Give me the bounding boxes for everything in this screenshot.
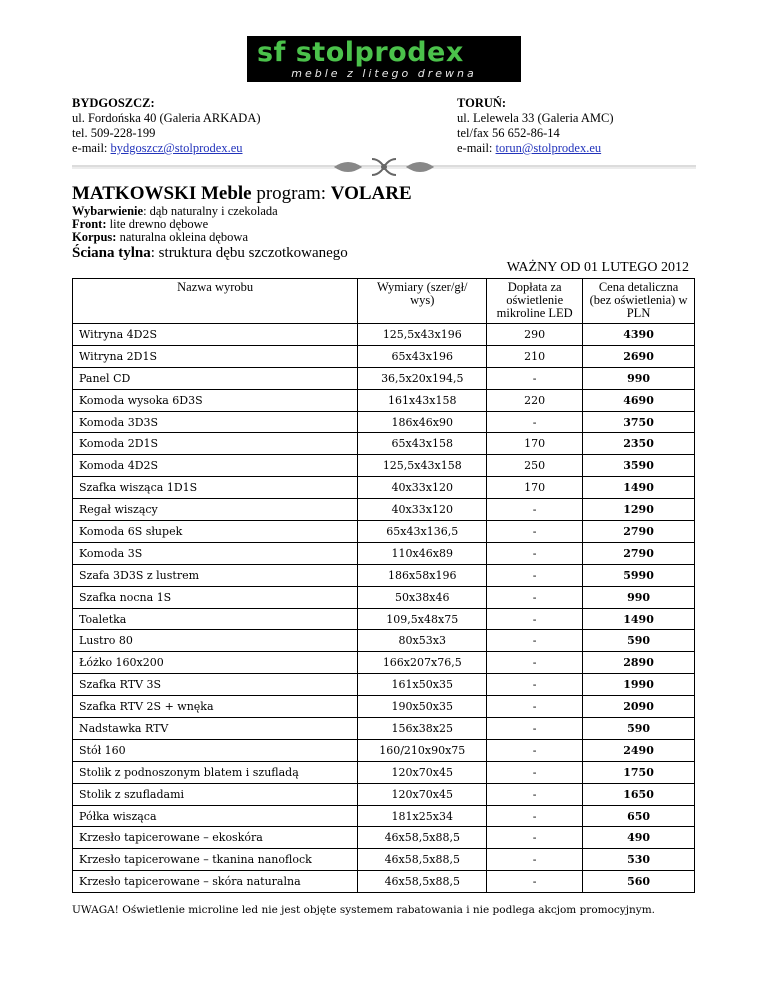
product-name: Komoda 4D2S — [73, 455, 358, 477]
product-dimensions: 120x70x45 — [358, 761, 487, 783]
product-name: Szafka RTV 2S + wnęka — [73, 696, 358, 718]
led-surcharge: - — [487, 608, 583, 630]
table-row — [73, 499, 695, 521]
column-header-price: Cena detaliczna (bez oświetlenia) w PLN — [583, 279, 695, 324]
column-header-led-surcharge: Dopłata za oświetlenie mikroline LED — [487, 279, 583, 324]
led-surcharge: 220 — [487, 389, 583, 411]
valid-from-date: WAŻNY OD 01 LUTEGO 2012 — [506, 260, 689, 275]
retail-price: 3750 — [583, 411, 695, 433]
retail-price: 4390 — [583, 324, 695, 346]
led-surcharge: - — [487, 630, 583, 652]
retail-price: 2090 — [583, 696, 695, 718]
led-surcharge: - — [487, 542, 583, 564]
table-row — [73, 718, 695, 740]
branch-bydgoszcz — [72, 96, 261, 156]
product-name: Nadstawka RTV — [73, 718, 358, 740]
product-name: Toaletka — [73, 608, 358, 630]
led-surcharge: - — [487, 805, 583, 827]
company-logo — [247, 36, 521, 82]
product-name: Panel CD — [73, 367, 358, 389]
price-table — [72, 278, 695, 893]
product-dimensions: 161x43x158 — [358, 389, 487, 411]
table-header-row — [73, 279, 695, 324]
led-surcharge: - — [487, 411, 583, 433]
table-row — [73, 586, 695, 608]
retail-price: 590 — [583, 718, 695, 740]
table-row — [73, 389, 695, 411]
product-name: Regał wiszący — [73, 499, 358, 521]
product-dimensions: 181x25x34 — [358, 805, 487, 827]
attribute-label: Korpus: — [72, 230, 117, 244]
attribute-label: Wybarwienie — [72, 204, 144, 218]
led-surcharge: 290 — [487, 324, 583, 346]
product-name: Lustro 80 — [73, 630, 358, 652]
retail-price: 3590 — [583, 455, 695, 477]
table-row — [73, 783, 695, 805]
column-header-dimensions: Wymiary (szer/gł/ wys) — [358, 279, 487, 324]
table-row — [73, 630, 695, 652]
product-dimensions: 120x70x45 — [358, 783, 487, 805]
product-dimensions: 166x207x76,5 — [358, 652, 487, 674]
product-dimensions: 40x33x120 — [358, 499, 487, 521]
product-name: Łóżko 160x200 — [73, 652, 358, 674]
attribute-row — [72, 244, 348, 262]
product-dimensions: 110x46x89 — [358, 542, 487, 564]
product-name: Szafka RTV 3S — [73, 674, 358, 696]
retail-price: 2790 — [583, 521, 695, 543]
table-row — [73, 477, 695, 499]
email-label: e-mail: — [72, 141, 111, 155]
led-surcharge: - — [487, 871, 583, 893]
attribute-value: naturalna okleina dębowa — [116, 230, 248, 244]
attribute-value: : dąb naturalny i czekolada — [143, 204, 278, 218]
product-dimensions: 125,5x43x196 — [358, 324, 487, 346]
retail-price: 1490 — [583, 608, 695, 630]
email-link-torun[interactable]: torun@stolprodex.eu — [495, 141, 602, 155]
ornament-divider — [72, 155, 696, 177]
product-dimensions: 40x33x120 — [358, 477, 487, 499]
product-name: Witryna 2D1S — [73, 345, 358, 367]
product-dimensions: 161x50x35 — [358, 674, 487, 696]
attribute-value: : struktura dębu szczotkowanego — [150, 245, 348, 261]
led-surcharge: - — [487, 564, 583, 586]
product-dimensions: 109,5x48x75 — [358, 608, 487, 630]
branch-torun — [457, 96, 614, 156]
title-brand: MATKOWSKI Meble — [72, 183, 252, 204]
product-attributes — [72, 205, 348, 262]
led-surcharge: 250 — [487, 455, 583, 477]
product-dimensions: 186x46x90 — [358, 411, 487, 433]
led-surcharge: - — [487, 739, 583, 761]
led-surcharge: - — [487, 652, 583, 674]
email-link-bydgoszcz[interactable]: bydgoszcz@stolprodex.eu — [110, 141, 243, 155]
table-row — [73, 871, 695, 893]
table-row — [73, 411, 695, 433]
product-dimensions: 125,5x43x158 — [358, 455, 487, 477]
table-row — [73, 433, 695, 455]
branch-address: ul. Lelewela 33 (Galeria AMC) — [457, 111, 614, 125]
table-row — [73, 367, 695, 389]
product-name: Stół 160 — [73, 739, 358, 761]
column-header-name: Nazwa wyrobu — [73, 279, 358, 324]
page-title — [72, 183, 412, 205]
retail-price: 1650 — [583, 783, 695, 805]
branch-address: ul. Fordońska 40 (Galeria ARKADA) — [72, 111, 261, 125]
product-dimensions: 160/210x90x75 — [358, 739, 487, 761]
retail-price: 990 — [583, 586, 695, 608]
product-name: Komoda 2D1S — [73, 433, 358, 455]
product-dimensions: 190x50x35 — [358, 696, 487, 718]
retail-price: 490 — [583, 827, 695, 849]
product-dimensions: 80x53x3 — [358, 630, 487, 652]
product-dimensions: 46x58,5x88,5 — [358, 827, 487, 849]
table-row — [73, 608, 695, 630]
product-dimensions: 46x58,5x88,5 — [358, 849, 487, 871]
retail-price: 650 — [583, 805, 695, 827]
product-name: Szafka wisząca 1D1S — [73, 477, 358, 499]
title-program-label: program: — [251, 183, 331, 204]
product-name: Półka wisząca — [73, 805, 358, 827]
led-surcharge: - — [487, 696, 583, 718]
attribute-value: lite drewno dębowe — [106, 217, 209, 231]
led-surcharge: - — [487, 521, 583, 543]
table-row — [73, 455, 695, 477]
retail-price: 1750 — [583, 761, 695, 783]
footnote: UWAGA! Oświetlenie microline led nie jest objęte systemem rabatowania i nie podlega akcjom promocyjnym. — [72, 904, 655, 916]
product-name: Stolik z podnoszonym blatem i szufladą — [73, 761, 358, 783]
retail-price: 2350 — [583, 433, 695, 455]
table-row — [73, 521, 695, 543]
branch-phone: tel/fax 56 652-86-14 — [457, 126, 560, 140]
product-dimensions: 46x58,5x88,5 — [358, 871, 487, 893]
retail-price: 590 — [583, 630, 695, 652]
product-dimensions: 65x43x196 — [358, 345, 487, 367]
retail-price: 1990 — [583, 674, 695, 696]
logo-tagline: meble z litego drewna — [291, 67, 477, 80]
retail-price: 1490 — [583, 477, 695, 499]
led-surcharge: 210 — [487, 345, 583, 367]
attribute-row — [72, 231, 348, 244]
product-dimensions: 36,5x20x194,5 — [358, 367, 487, 389]
product-name: Komoda 3S — [73, 542, 358, 564]
attribute-label: Front: — [72, 217, 107, 231]
title-program: VOLARE — [330, 183, 412, 204]
product-name: Komoda 6S słupek — [73, 521, 358, 543]
product-name: Krzesło tapicerowane – ekoskóra — [73, 827, 358, 849]
attribute-label: Ściana tylna — [72, 245, 151, 261]
table-row — [73, 542, 695, 564]
led-surcharge: - — [487, 499, 583, 521]
retail-price: 1290 — [583, 499, 695, 521]
table-row — [73, 674, 695, 696]
product-dimensions: 65x43x158 — [358, 433, 487, 455]
table-row — [73, 827, 695, 849]
product-dimensions: 65x43x136,5 — [358, 521, 487, 543]
led-surcharge: - — [487, 367, 583, 389]
email-label: e-mail: — [457, 141, 496, 155]
product-name: Witryna 4D2S — [73, 324, 358, 346]
logo-main-text: sf stolprodex — [257, 37, 464, 68]
product-dimensions: 50x38x46 — [358, 586, 487, 608]
branch-city: BYDGOSZCZ: — [72, 96, 155, 110]
product-name: Stolik z szufladami — [73, 783, 358, 805]
led-surcharge: - — [487, 586, 583, 608]
table-row — [73, 805, 695, 827]
retail-price: 2490 — [583, 739, 695, 761]
branch-city: TORUŃ: — [457, 96, 507, 110]
retail-price: 560 — [583, 871, 695, 893]
branch-phone: tel. 509-228-199 — [72, 126, 156, 140]
table-row — [73, 849, 695, 871]
led-surcharge: - — [487, 783, 583, 805]
retail-price: 530 — [583, 849, 695, 871]
table-row — [73, 652, 695, 674]
led-surcharge: 170 — [487, 433, 583, 455]
product-name: Komoda wysoka 6D3S — [73, 389, 358, 411]
table-row — [73, 739, 695, 761]
table-row — [73, 696, 695, 718]
retail-price: 4690 — [583, 389, 695, 411]
led-surcharge: - — [487, 718, 583, 740]
product-name: Krzesło tapicerowane – tkanina nanoflock — [73, 849, 358, 871]
product-dimensions: 156x38x25 — [358, 718, 487, 740]
product-name: Szafka nocna 1S — [73, 586, 358, 608]
product-name: Krzesło tapicerowane – skóra naturalna — [73, 871, 358, 893]
led-surcharge: - — [487, 674, 583, 696]
retail-price: 5990 — [583, 564, 695, 586]
led-surcharge: 170 — [487, 477, 583, 499]
table-row — [73, 324, 695, 346]
retail-price: 2690 — [583, 345, 695, 367]
product-dimensions: 186x58x196 — [358, 564, 487, 586]
table-row — [73, 761, 695, 783]
table-row — [73, 345, 695, 367]
retail-price: 2790 — [583, 542, 695, 564]
retail-price: 2890 — [583, 652, 695, 674]
retail-price: 990 — [583, 367, 695, 389]
product-name: Szafa 3D3S z lustrem — [73, 564, 358, 586]
led-surcharge: - — [487, 827, 583, 849]
led-surcharge: - — [487, 849, 583, 871]
led-surcharge: - — [487, 761, 583, 783]
table-row — [73, 564, 695, 586]
product-name: Komoda 3D3S — [73, 411, 358, 433]
